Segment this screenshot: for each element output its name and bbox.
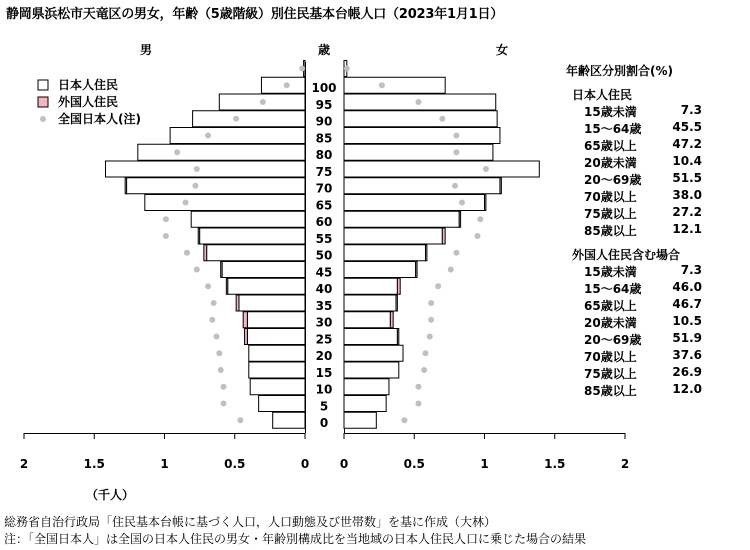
ratio-value: 46.7 — [672, 297, 702, 311]
female-x-tick-label: 0 — [339, 457, 349, 471]
female-foreign-bar — [459, 211, 460, 227]
ratio-value: 38.0 — [672, 188, 702, 202]
ratio-value: 27.2 — [672, 205, 702, 219]
female-japanese-bar — [344, 262, 416, 278]
male-national-dot — [211, 300, 217, 306]
male-national-dot — [192, 183, 198, 189]
female-foreign-bar — [396, 295, 397, 311]
male-national-dot — [205, 283, 211, 289]
age-tick-label: 5 — [319, 399, 329, 414]
female-japanese-bar — [344, 329, 397, 345]
legend-label-japanese: 日本人住民 — [58, 78, 119, 92]
male-national-dot — [209, 317, 215, 323]
female-national-dot — [459, 200, 465, 206]
ratio-value: 46.0 — [672, 280, 702, 294]
female-japanese-bar — [344, 111, 497, 127]
male-national-dot — [260, 99, 266, 105]
male-japanese-bar — [228, 278, 305, 294]
age-tick-label: 50 — [315, 248, 333, 263]
male-national-dot — [163, 216, 169, 222]
female-national-dot — [474, 233, 480, 239]
ratio-label: 20～69歳 — [584, 173, 642, 187]
male-japanese-bar — [222, 262, 305, 278]
male-japanese-bar — [273, 412, 305, 428]
male-japanese-bar — [170, 128, 305, 144]
male-national-dot — [205, 133, 211, 139]
ratio-label: 65歳以上 — [584, 139, 637, 153]
female-foreign-bar — [442, 228, 445, 244]
male-national-dot — [216, 350, 222, 356]
female-national-dot — [452, 183, 458, 189]
female-japanese-bar — [344, 245, 425, 261]
ratio-group-heading: 外国人住民含む場合 — [572, 248, 681, 262]
male-national-dot — [174, 149, 180, 155]
footnote: 注：「全国日本人」は全国の日本人住民の男女・年齢別構成比を当地域の日本人住民人口に乗じた場合の結果 — [4, 532, 587, 546]
male-japanese-bar — [200, 228, 305, 244]
female-foreign-bar — [425, 245, 426, 261]
male-japanese-bar — [145, 195, 305, 211]
female-x-tick-label: 1.5 — [544, 457, 566, 471]
age-tick-label: 15 — [315, 365, 333, 380]
age-tick-label: 60 — [315, 215, 333, 229]
male-foreign-bar — [198, 228, 199, 244]
ratio-label: 75歳以上 — [584, 367, 637, 381]
age-tick-label: 55 — [315, 231, 333, 246]
age-tick-label: 90 — [315, 114, 333, 129]
male-japanese-bar — [247, 329, 305, 345]
age-tick-label: 95 — [315, 97, 333, 112]
female-japanese-bar — [344, 295, 396, 311]
legend-marker-national — [40, 116, 46, 122]
male-foreign-bar — [125, 178, 126, 194]
female-japanese-bar — [344, 128, 500, 144]
ratio-label: 85歳以上 — [584, 224, 637, 238]
male-japanese-bar — [105, 161, 305, 177]
ratio-label: 65歳以上 — [584, 299, 637, 313]
female-national-dot — [453, 133, 459, 139]
female-national-dot — [422, 350, 428, 356]
age-tick-label: 0 — [319, 416, 329, 430]
female-japanese-bar — [344, 228, 442, 244]
age-tick-label: 65 — [315, 198, 333, 213]
female-national-dot — [415, 99, 421, 105]
male-japanese-bar — [207, 245, 305, 261]
female-national-dot — [344, 66, 350, 72]
age-tick-label: 100 — [311, 81, 337, 95]
ratio-label: 70歳以上 — [584, 350, 637, 364]
male-foreign-bar — [221, 262, 222, 278]
female-national-dot — [483, 166, 489, 172]
ratio-value: 12.1 — [672, 222, 702, 236]
female-japanese-bar — [344, 211, 459, 227]
age-tick-label: 25 — [315, 332, 333, 347]
source-note: 総務省自治行政局「住民基本台帳に基づく人口，人口動態及び世帯数」を基に作成（大林） — [4, 515, 497, 529]
legend-label-foreign: 外国人住民 — [58, 95, 119, 109]
female-foreign-bar — [390, 312, 393, 328]
male-foreign-bar — [204, 245, 207, 261]
ratio-label: 20～69歳 — [584, 333, 642, 347]
female-national-dot — [415, 384, 421, 390]
male-japanese-bar — [250, 379, 305, 395]
ratio-value: 10.5 — [672, 314, 702, 328]
male-x-tick-label: 1.5 — [83, 457, 105, 471]
female-japanese-bar — [344, 278, 397, 294]
ratio-value: 51.9 — [672, 331, 702, 345]
female-national-dot — [427, 334, 433, 340]
male-national-dot — [284, 82, 290, 88]
female-national-dot — [435, 283, 441, 289]
male-national-dot — [194, 267, 200, 273]
legend-label-national: 全国日本人(注) — [58, 112, 141, 126]
male-national-dot — [213, 334, 219, 340]
ratio-value: 45.5 — [672, 120, 702, 134]
legend — [38, 77, 141, 126]
female-japanese-bar — [344, 345, 403, 361]
ratio-value: 47.2 — [672, 137, 702, 151]
unit-label: （千人） — [86, 488, 135, 502]
male-foreign-bar — [236, 295, 239, 311]
male-japanese-bar — [138, 144, 305, 160]
ratio-panel — [566, 62, 702, 402]
ratio-value: 12.0 — [672, 382, 702, 396]
male-japanese-bar — [127, 178, 305, 194]
male-x-tick-label: 2 — [19, 457, 29, 471]
ticks-layer — [20, 81, 629, 471]
male-national-dot — [233, 116, 239, 122]
age-tick-label: 80 — [315, 148, 333, 162]
female-national-dot — [477, 216, 483, 222]
male-japanese-bar — [261, 77, 305, 93]
age-tick-label: 85 — [315, 131, 333, 146]
ratio-label: 15～64歳 — [584, 282, 642, 296]
female-national-dot — [415, 401, 421, 407]
male-national-dot — [183, 200, 189, 206]
female-japanese-bar — [344, 362, 399, 378]
female-national-dot — [428, 300, 434, 306]
male-national-dot — [184, 250, 190, 256]
female-foreign-bar — [500, 178, 501, 194]
age-tick-label: 40 — [315, 282, 333, 296]
female-japanese-bar — [344, 379, 389, 395]
female-national-dot — [428, 317, 434, 323]
ratio-value: 37.6 — [672, 348, 702, 362]
male-national-dot — [237, 417, 243, 423]
ratio-label: 15歳未満 — [584, 105, 637, 119]
ratio-label: 20歳未満 — [584, 316, 637, 330]
male-japanese-bar — [191, 211, 305, 227]
female-japanese-bar — [344, 312, 390, 328]
male-japanese-bar — [249, 345, 305, 361]
female-japanese-bar — [344, 161, 539, 177]
female-foreign-bar — [485, 195, 486, 211]
male-japanese-bar — [249, 362, 305, 378]
female-japanese-bar — [344, 396, 386, 412]
male-national-dot — [221, 384, 227, 390]
female-foreign-bar — [397, 278, 400, 294]
male-national-dot — [194, 166, 200, 172]
male-japanese-bar — [193, 111, 305, 127]
female-foreign-bar — [397, 329, 398, 345]
female-foreign-bar — [416, 262, 417, 278]
age-tick-label: 10 — [315, 382, 333, 397]
male-x-tick-label: 0 — [300, 457, 310, 471]
female-x-tick-label: 2 — [620, 457, 630, 471]
female-label: 女 — [495, 43, 509, 57]
male-label: 男 — [139, 43, 153, 57]
female-national-dot — [453, 250, 459, 256]
female-japanese-bar — [344, 144, 493, 160]
female-japanese-bar — [344, 178, 500, 194]
ratio-label: 20歳未満 — [584, 156, 637, 170]
male-japanese-bar — [239, 295, 305, 311]
male-foreign-bar — [226, 278, 227, 294]
female-x-tick-label: 0.5 — [403, 457, 425, 471]
ratio-label: 85歳以上 — [584, 384, 637, 398]
female-national-dot — [379, 82, 385, 88]
female-national-dot — [453, 149, 459, 155]
ratio-value: 10.4 — [672, 154, 702, 168]
ratio-group-heading: 日本人住民 — [572, 88, 633, 102]
ratio-label: 15～64歳 — [584, 122, 642, 136]
ratio-value: 7.3 — [680, 103, 702, 117]
female-national-dot — [421, 367, 427, 373]
age-axis-label: 歳 — [317, 43, 331, 57]
ratio-value: 51.5 — [672, 171, 702, 185]
legend-swatch-foreign — [38, 97, 48, 107]
ratio-label: 15歳未満 — [584, 265, 637, 279]
male-national-dot — [221, 401, 227, 407]
ratio-value: 7.3 — [680, 263, 702, 277]
male-foreign-bar — [245, 329, 248, 345]
age-tick-label: 30 — [315, 315, 333, 330]
male-x-tick-label: 1 — [160, 457, 169, 471]
ratio-panel-title: 年齢区分別割合(%) — [566, 64, 673, 78]
age-tick-label: 20 — [315, 349, 333, 363]
ratio-value: 26.9 — [672, 365, 702, 379]
age-tick-label: 70 — [315, 181, 333, 196]
male-x-tick-label: 0.5 — [224, 457, 246, 471]
female-national-dot — [448, 267, 454, 273]
female-national-dot — [401, 417, 407, 423]
female-x-tick-label: 1 — [480, 457, 489, 471]
male-national-dot — [163, 233, 169, 239]
male-foreign-bar — [243, 312, 247, 328]
age-tick-label: 75 — [315, 164, 333, 179]
male-japanese-bar — [259, 396, 305, 412]
ratio-label: 75歳以上 — [584, 207, 637, 221]
legend-swatch-japanese — [38, 80, 48, 90]
male-national-dot — [218, 367, 224, 373]
age-tick-label: 45 — [315, 265, 333, 280]
female-national-dot — [439, 116, 445, 122]
male-national-dot — [299, 66, 305, 72]
male-japanese-bar — [247, 312, 305, 328]
age-tick-label: 35 — [315, 298, 333, 313]
chart-title: 静岡県浜松市天竜区の男女，年齢（5歳階級）別住民基本台帳人口（2023年1月1日） — [6, 7, 504, 22]
ratio-label: 70歳以上 — [584, 190, 637, 204]
female-japanese-bar — [344, 412, 376, 428]
female-japanese-bar — [344, 77, 445, 93]
